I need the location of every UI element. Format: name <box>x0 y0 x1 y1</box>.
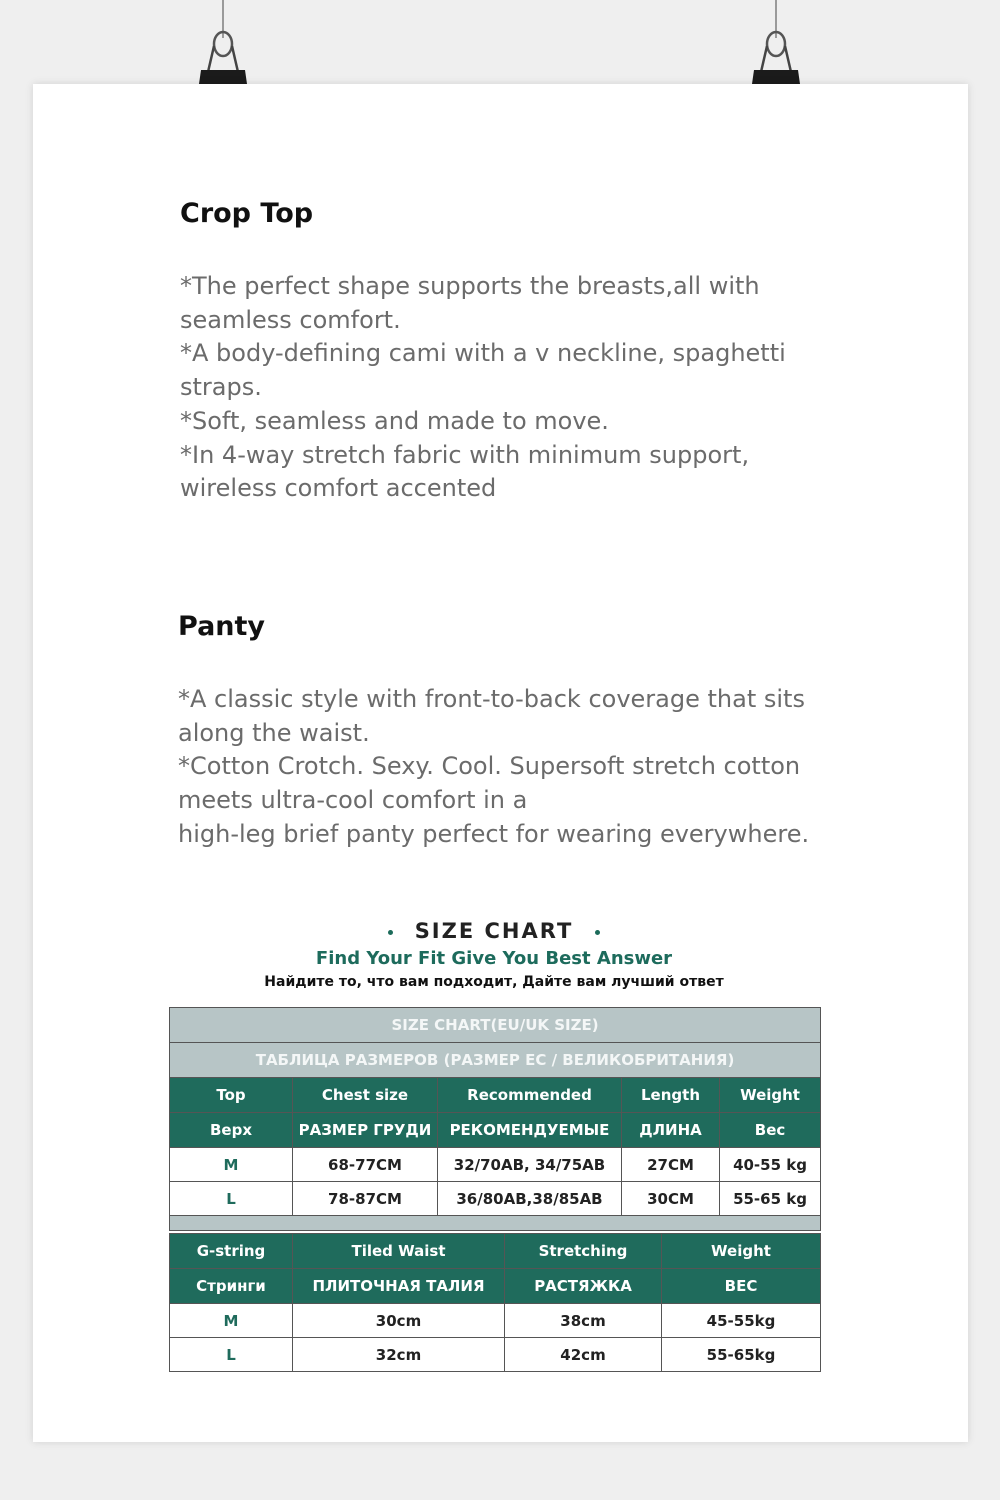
description-line: *A classic style with front-to-back coverage that sits <box>178 685 805 713</box>
table-row <box>170 1304 821 1338</box>
table-cell: 36/80AB,38/85AB <box>438 1182 622 1216</box>
description-line: *A body-defining cami with a v neckline, spaghetti <box>180 339 786 368</box>
banner-ru: ТАБЛИЦА РАЗМЕРОВ (РАЗМЕР ЕС / ВЕЛИКОБРИТАНИЯ) <box>170 1043 821 1078</box>
header-cell: РАЗМЕР ГРУДИ <box>293 1113 438 1148</box>
header-cell: Верх <box>170 1113 293 1148</box>
banner-en: SIZE CHART(EU/UK SIZE) <box>170 1008 821 1043</box>
description-line: *In 4-way stretch fabric with minimum support, <box>180 440 750 469</box>
table-row <box>170 1148 821 1182</box>
description-line: *The perfect shape supports the breasts,all with <box>180 272 760 300</box>
description-line: straps. <box>180 373 262 402</box>
header-cell: РЕКОМЕНДУЕМЫЕ <box>438 1113 622 1148</box>
bullet-dot-icon <box>388 930 393 935</box>
description-line: seamless comfort. <box>180 305 401 334</box>
size-chart-title: SIZE CHART <box>414 919 574 943</box>
header-cell: Weight <box>662 1234 821 1269</box>
table-cell: 32/70AB, 34/75AB <box>438 1148 622 1182</box>
table-cell: 78-87CM <box>293 1182 438 1216</box>
table-cell: 27CM <box>622 1148 720 1182</box>
header-cell: РАСТЯЖКА <box>505 1269 662 1304</box>
size-chart-subtitle-ru: Найдите то, что вам подходит, Дайте вам лучший ответ <box>264 974 724 990</box>
description-line: meets ultra-cool comfort in a <box>178 786 528 815</box>
description-line: high-leg brief panty perfect for wearing everywhere. <box>178 819 810 848</box>
bullet-dot-icon <box>595 930 600 935</box>
size-cell: L <box>170 1338 293 1372</box>
size-chart-heading <box>169 919 819 943</box>
header-cell: Recommended <box>438 1078 622 1113</box>
crop-top-description <box>180 270 786 506</box>
table-cell: 30cm <box>293 1304 505 1338</box>
header-cell: ПЛИТОЧНАЯ ТАЛИЯ <box>293 1269 505 1304</box>
table-cell: 55-65kg <box>662 1338 821 1372</box>
header-cell: Stretching <box>505 1234 662 1269</box>
table-row <box>170 1182 821 1216</box>
table-row <box>170 1338 821 1372</box>
header-cell: Weight <box>720 1078 821 1113</box>
header-cell: ВЕС <box>662 1269 821 1304</box>
size-cell: M <box>170 1304 293 1338</box>
header-cell: ДЛИНА <box>622 1113 720 1148</box>
crop-top-title: Crop Top <box>180 198 314 229</box>
table-cell: 40-55 kg <box>720 1148 821 1182</box>
table-spacer <box>170 1216 821 1231</box>
table-cell: 42cm <box>505 1338 662 1372</box>
header-cell: Top <box>170 1078 293 1113</box>
header-cell: Length <box>622 1078 720 1113</box>
top-size-table <box>169 1007 821 1231</box>
gstring-size-table <box>169 1233 821 1372</box>
header-cell: G-string <box>170 1234 293 1269</box>
table-cell: 38cm <box>505 1304 662 1338</box>
table-cell: 32cm <box>293 1338 505 1372</box>
header-cell: Вес <box>720 1113 821 1148</box>
table-cell: 55-65 kg <box>720 1182 821 1216</box>
table-cell: 30CM <box>622 1182 720 1216</box>
header-cell: Стринги <box>170 1269 293 1304</box>
size-chart-subtitle: Find Your Fit Give You Best Answer <box>315 948 673 969</box>
description-line: *Cotton Crotch. Sexy. Cool. Supersoft stretch cotton <box>178 752 801 781</box>
table-cell: 45-55kg <box>662 1304 821 1338</box>
size-cell: L <box>170 1182 293 1216</box>
description-line: along the waist. <box>178 718 370 747</box>
panty-title: Panty <box>178 611 266 642</box>
size-cell: M <box>170 1148 293 1182</box>
description-line: *Soft, seamless and made to move. <box>180 406 609 435</box>
description-line: wireless comfort accented <box>180 474 497 503</box>
header-cell: Tiled Waist <box>293 1234 505 1269</box>
panty-description <box>178 683 809 852</box>
table-cell: 68-77CM <box>293 1148 438 1182</box>
header-cell: Chest size <box>293 1078 438 1113</box>
